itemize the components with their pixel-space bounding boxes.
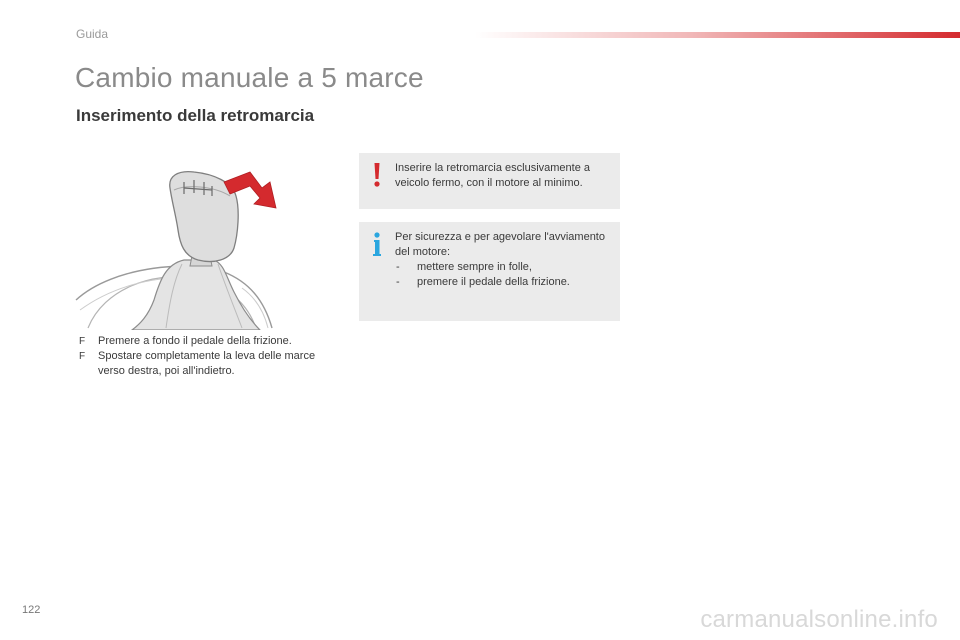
gear-boot (132, 260, 260, 330)
warning-text: Inserire la retromarcia esclusivamente a veicolo fermo, con il motore al minimo. (395, 162, 591, 189)
instruction-list (76, 334, 336, 379)
instruction-text: Premere a fondo il pedale della frizione. (98, 335, 292, 347)
dash-marker: - (396, 261, 400, 273)
list-item (76, 334, 336, 349)
dash-marker: - (396, 276, 400, 288)
info-item-text: mettere sempre in folle, (417, 261, 532, 273)
list-item (395, 275, 614, 290)
bullet-marker: F (79, 351, 86, 362)
info-list (395, 260, 614, 290)
gear-lever-reverse-icon (74, 160, 280, 330)
header-accent-bar (475, 32, 960, 38)
bullet-marker: F (79, 336, 86, 347)
section-title: Inserimento della retromarcia (76, 106, 315, 125)
page-number: 122 (22, 604, 41, 616)
instruction-text: Spostare completamente la leva delle marce verso destra, poi all'indietro. (98, 350, 316, 377)
section-label: Guida (76, 27, 109, 41)
exclamation-icon (367, 161, 387, 189)
list-item (76, 349, 336, 379)
info-note (359, 222, 620, 321)
warning-note (359, 153, 620, 209)
info-intro: Per sicurezza e per agevolare l'avviamento del motore: (395, 231, 605, 258)
watermark: carmanualsonline.info (700, 606, 938, 633)
list-item (395, 260, 614, 275)
info-item-text: premere il pedale della frizione. (417, 276, 570, 288)
page-title: Cambio manuale a 5 marce (75, 62, 424, 93)
info-icon (367, 230, 387, 258)
